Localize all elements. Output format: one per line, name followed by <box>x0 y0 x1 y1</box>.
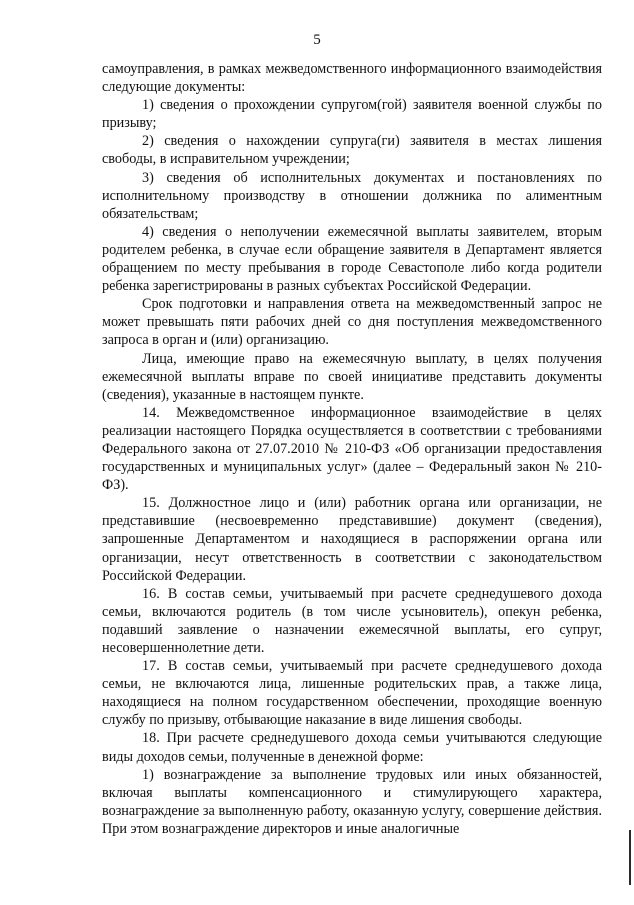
list-item-2: 2) сведения о нахождении супруга(ги) заявителя в местах лишения свободы, в исправительном учреждении; <box>102 133 602 168</box>
clause-17: 17. В состав семьи, учитываемый при расчете среднедушевого дохода семьи, не включаются лица, лишенные родительских прав, а также лица, находящиеся на полном государственном обеспечении, проходящие военную службу по призыву, отбывающие наказание в виде лишения свободы. <box>102 658 602 729</box>
list-item-3: 3) сведения об исполнительных документах и постановлениях по исполнительному производству в отношении должника по алиментным обязательствам; <box>102 169 602 222</box>
clause-18-item-1: 1) вознаграждение за выполнение трудовых или иных обязанностей, включая выплаты компенсационного и стимулирующего характера, вознаграждение за выполненную работу, оказанную услугу, совершение действия. При этом вознаграждение директоров и иные аналогичные <box>102 766 602 837</box>
page-number: 5 <box>313 32 321 48</box>
paragraph-intro: самоуправления, в рамках межведомственного информационного взаимодействия следующие документы: <box>102 61 602 96</box>
clause-16: 16. В состав семьи, учитываемый при расчете среднедушевого дохода семьи, включаются родитель (в том числе усыновитель), опекун ребенка, подавший заявление о назначении ежемесячной выплаты, его супруг, несовершеннолетние дети. <box>102 585 602 656</box>
clause-14: 14. Межведомственное информационное взаимодействие в целях реализации настоящего Порядка осуществляется в соответствии с требованиями Федерального закона от 27.07.2010 № 210-ФЗ «Об организации предоставления государственных и муниципальных услуг» (далее – Федеральный закон № 210-ФЗ). <box>102 404 602 494</box>
list-item-4: 4) сведения о неполучении ежемесячной выплаты заявителем, вторым родителем ребенка, в случае если обращение заявителя в Департамент является обращением по месту пребывания в городе Севастополе либо когда родители ребенка зарегистрированы в разных субъектах Российской Федерации. <box>102 223 602 295</box>
paragraph-deadline: Срок подготовки и направления ответа на межведомственный запрос не может превышать пяти рабочих дней со дня поступления межведомственного запроса в орган и (или) организацию. <box>102 296 602 349</box>
clause-18: 18. При расчете среднедушевого дохода семьи учитываются следующие виды доходов семьи, полученные в денежной форме: <box>102 730 602 765</box>
clause-15: 15. Должностное лицо и (или) работник органа или организации, не представившие (несвоевременно представившие) документ (сведения), запрошенные Департаментом и находящиеся в распоряжении органа или организации, несут ответственность в соответствии с законодательством Российской Федерации. <box>102 495 602 584</box>
document-body <box>102 60 602 838</box>
list-item-1: 1) сведения о прохождении супругом(гой) заявителя военной службы по призыву; <box>102 97 602 132</box>
paragraph-own-initiative: Лица, имеющие право на ежемесячную выплату, в целях получения ежемесячной выплаты вправе по своей инициативе представить документы (сведения), указанные в настоящем пункте. <box>102 350 602 403</box>
scan-edge-mark <box>629 830 631 885</box>
